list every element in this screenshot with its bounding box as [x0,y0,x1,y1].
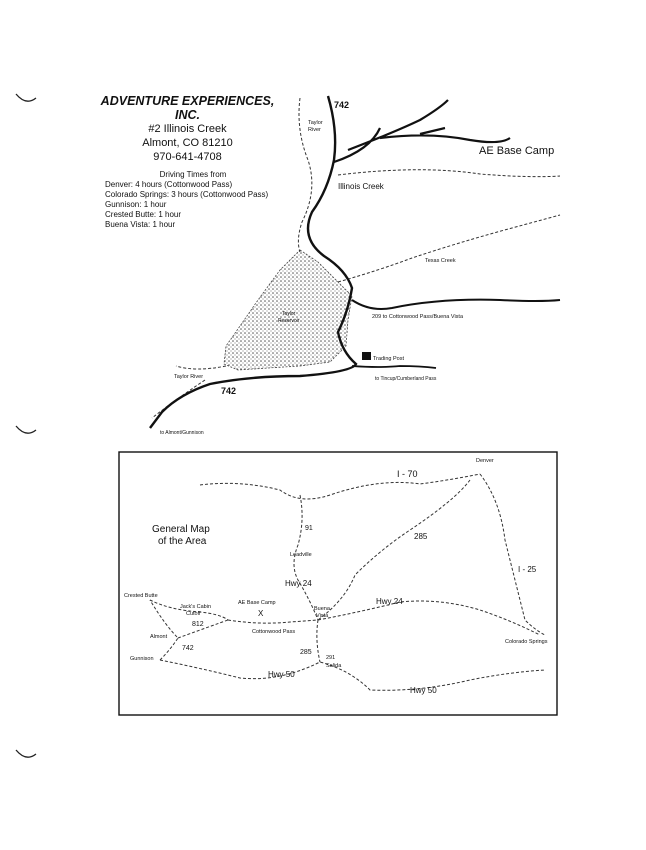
label-taylor-river-top-a: Taylor [308,120,323,126]
address-line-2: Almont, CO 81210 [142,137,233,149]
label-to-almont: to Almont/Gunnison [160,430,204,436]
label-hwy-742-bottom: 742 [221,386,237,396]
road-hwy50 [160,660,545,690]
label-hwy-285-upper: 285 [414,532,428,541]
driving-time-line: Gunnison: 1 hour [105,200,167,209]
driving-time-line: Colorado Springs: 3 hours (Cottonwood Pass) [105,190,269,199]
ae-base-camp-marker: X [258,609,264,618]
label-hwy-812: 812 [192,621,204,628]
label-taylor-reservoir-a: Taylor [282,311,296,317]
label-jacks-cabin-b: Cutoff [186,611,201,617]
label-buena-vista-a: Buena [314,606,330,612]
label-ae-base-camp: AE Base Camp [479,145,555,157]
general-map-title-2: of the Area [158,536,207,547]
road-i25 [480,474,545,635]
driving-time-line: Buena Vista: 1 hour [105,220,176,229]
label-texas-creek: Texas Creek [425,258,456,264]
road-812 [150,600,228,620]
road-gunnison-almont [150,600,178,660]
label-ae-base-camp-general: AE Base Camp [238,600,276,606]
label-illinois-creek: Illinois Creek [338,182,384,191]
label-crested-butte: Crested Butte [124,593,158,599]
driving-times-title: Driving Times from [159,170,227,179]
label-hwy-91: 91 [305,525,313,532]
label-hwy-291: 291 [326,655,336,661]
label-taylor-river-bottom: Taylor River [174,374,204,380]
label-trading-post: Trading Post [373,356,404,362]
label-taylor-reservoir-b: Reservoir [278,318,300,324]
driving-time-line: Crested Butte: 1 hour [105,210,182,219]
label-road-209: 209 to Cottonwood Pass/Buena Vista [372,314,464,320]
label-jacks-cabin-a: Jack's Cabin [180,604,212,610]
address-line-1: #2 Illinois Creek [148,123,227,135]
label-almont: Almont [150,634,168,640]
label-buena-vista-b: Vista [316,613,329,619]
label-gunnison: Gunnison [130,656,154,662]
label-colorado-springs: Colorado Springs [505,639,548,645]
label-hwy-24-west: Hwy 24 [285,579,312,588]
label-leadville: Leadville [290,552,312,558]
label-tincup: to Tincup/Cumberland Pass [375,376,437,382]
label-hwy-24-east: Hwy 24 [376,597,403,606]
label-hwy-742-top: 742 [334,100,350,110]
label-cottonwood-pass: Cottonwood Pass [252,629,296,635]
label-i70: I - 70 [397,469,418,479]
phone-number: 970-641-4708 [153,151,222,163]
label-i25: I - 25 [518,565,537,574]
label-hwy-50-east: Hwy 50 [410,686,437,695]
road-i70 [200,474,480,499]
company-name: ADVENTURE EXPERIENCES, INC. [100,94,275,122]
road-285-lower [317,620,320,662]
road-cottonwood-pass [228,620,318,623]
label-hwy-50-west: Hwy 50 [268,670,295,679]
label-taylor-river-top-b: River [308,127,321,133]
driving-time-line: Denver: 4 hours (Cottonwood Pass) [105,180,233,189]
label-denver: Denver [476,458,494,464]
general-map-title-1: General Map [152,524,210,535]
road-hwy24-east [318,601,540,635]
label-salida: Salida [326,663,342,669]
label-hwy-742-general: 742 [182,645,194,652]
label-hwy-285-lower: 285 [300,649,312,656]
